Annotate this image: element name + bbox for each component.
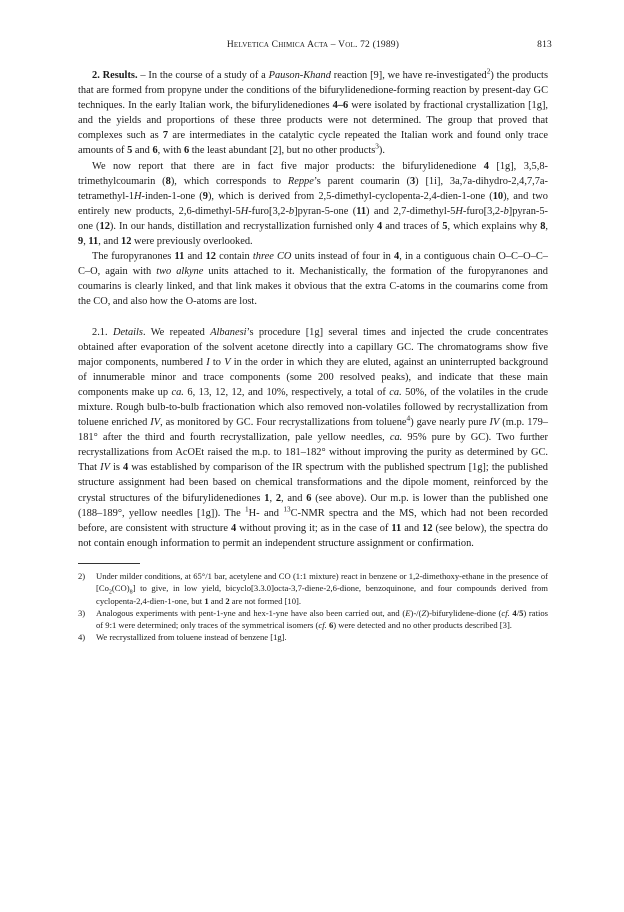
footnote-divider — [78, 563, 140, 564]
paragraph-details: 2.1. Details. We repeated Albanesi’s procedure [1g] several times and injected the crude concentrates obtained after evaporation of the solvent acetone directly into a capillary GC. The chromatograms show five major components, numbered I to V in the order in which they are eluted, against an uninterrupted background of innumerable minor and trace components (some 200 resolved peaks), and indicate that these main components make up ca. 6, 13, 12, 12, and 10%, respectively, a total of ca. 50%, of the volatiles in the crude mixture. Rough bulb-to-bulb fractionation which also removed non-volatiles followed by recrystallization from toluene enriched IV, as monitored by GC. Four recrystallizations from toluene$^4$) gave nearly pure IV (m.p. 179–181° after the third and fourth recrystallization, pale yellow needles, ca. 95% pure by GC). Two further recrystallizations from AcOEt raised the m.p. to 181–182° without improving the purity as determined by GC. That IV is 4 was established by comparison of the IR spectrum with the published spectrum [1g]; the published structure assignment had been based on chemical transformations and the dipole moment, reinforced by the crystal structures of the bifurylidenediones 1, 2, and 6 (see above). Our m.p. is lower than the published one (188–189°, yellow needles [1g]). The $^1$H- and $^{13}$C-NMR spectra and the MS, which had not been recorded before, are consistent with structure 4 without proving it; as in the case of 11 and 12 (see below), the spectra do not contain enough information to permit an independent structure assignment or confirmation. — [78, 326, 549, 549]
page-number: 813 — [537, 40, 552, 50]
paragraph-furopyranones: The furopyranones 11 and 12 contain three CO units instead of four in 4, in a contiguous chain O–C–O–C–C–O, again with two alkyne units attached to it. Mechanistically, the formation of the furopyranones and coumarins is clearly linked, and that link makes it obvious that the extra C-atoms in the coumarins come from the CO, and also how the O-atoms are lost. — [78, 251, 548, 308]
running-header — [78, 40, 552, 58]
footnote-mark: 2) — [78, 570, 86, 581]
article-body — [78, 68, 548, 551]
journal-page — [78, 40, 552, 644]
footnotes — [78, 570, 548, 644]
footnote-2 — [78, 570, 548, 607]
footnote-4 — [78, 631, 548, 643]
footnote-text: Under milder conditions, at 65°/1 bar, acetylene and CO (1:1 mixture) react in benzene or 1,2-dimethoxy-ethane in the presence of $[Co_2(CO)_8]$ to give, in low yield, bicyclo[3.3.0]octa-3,7-diene-2,6-dione, benzoquinone, and four compounds derived from cyclopenta-2,4-dien-1-one, but 1 and 2 are not formed [10]. — [96, 570, 548, 606]
footnote-mark: 3) — [78, 607, 86, 618]
paragraph-five-products: We now report that there are in fact five major products: the bifurylidenedione 4 [1g], 3,5,8-trimethylcoumarin (8), which corresponds to Reppe’s parent coumarin (3) [1i], 3a,7a-dihydro-2,4,7,7a-tetramethyl-1H-inden-1-one (9), which is derived from 2,5-dimethyl-cyclopenta-2,4-dien-1-one (10), and two entirely new products, 2,6-dimethyl-5H-furo[3,2-b]pyran-5-one (11) and 2,7-dimethyl-5H-furo[3,2-b]pyran-5-one (12). In our hands, distillation and recrystallization furnished only 4 and traces of 5, which explains why 8, 9, 11, and 12 were previously overlooked. — [78, 160, 549, 248]
paragraph-results: 2. Results. – In the course of a study of a Pauson-Khand reaction [9], we have re-investigated$^2$) the products that are formed from propyne under the conditions of the bifurylidenedione-forming reaction by present-day GC techniques. In the early Italian work, the bifurylidenediones 4–6 were isolated by fractional crystallization [1g], and the yields and proportions of these three products were not determined. The group that proved that complexes such as 7 are intermediates in the catalytic cycle repeated the Italian work and found only trace amounts of 5 and 6, with 6 the least abundant [2], but no other products$^3$). — [78, 67, 548, 157]
journal-title: Helvetica Chimica Acta – Vol. 72 (1989) — [226, 40, 400, 50]
footnote-text: We recrystallized from toluene instead of benzene [1g]. — [96, 632, 287, 643]
footnote-3 — [78, 607, 548, 632]
footnote-mark: 4) — [78, 632, 86, 643]
footnote-text: Analogous experiments with pent-1-yne and hex-1-yne have also been carried out, and (E)-/(Z)-bifurylidene-dione (cf. 4/5) ratios of 9:1 were determined; only traces of the symmetrical isomers (cf. 6) were detected and no other products described [3]. — [96, 607, 548, 631]
